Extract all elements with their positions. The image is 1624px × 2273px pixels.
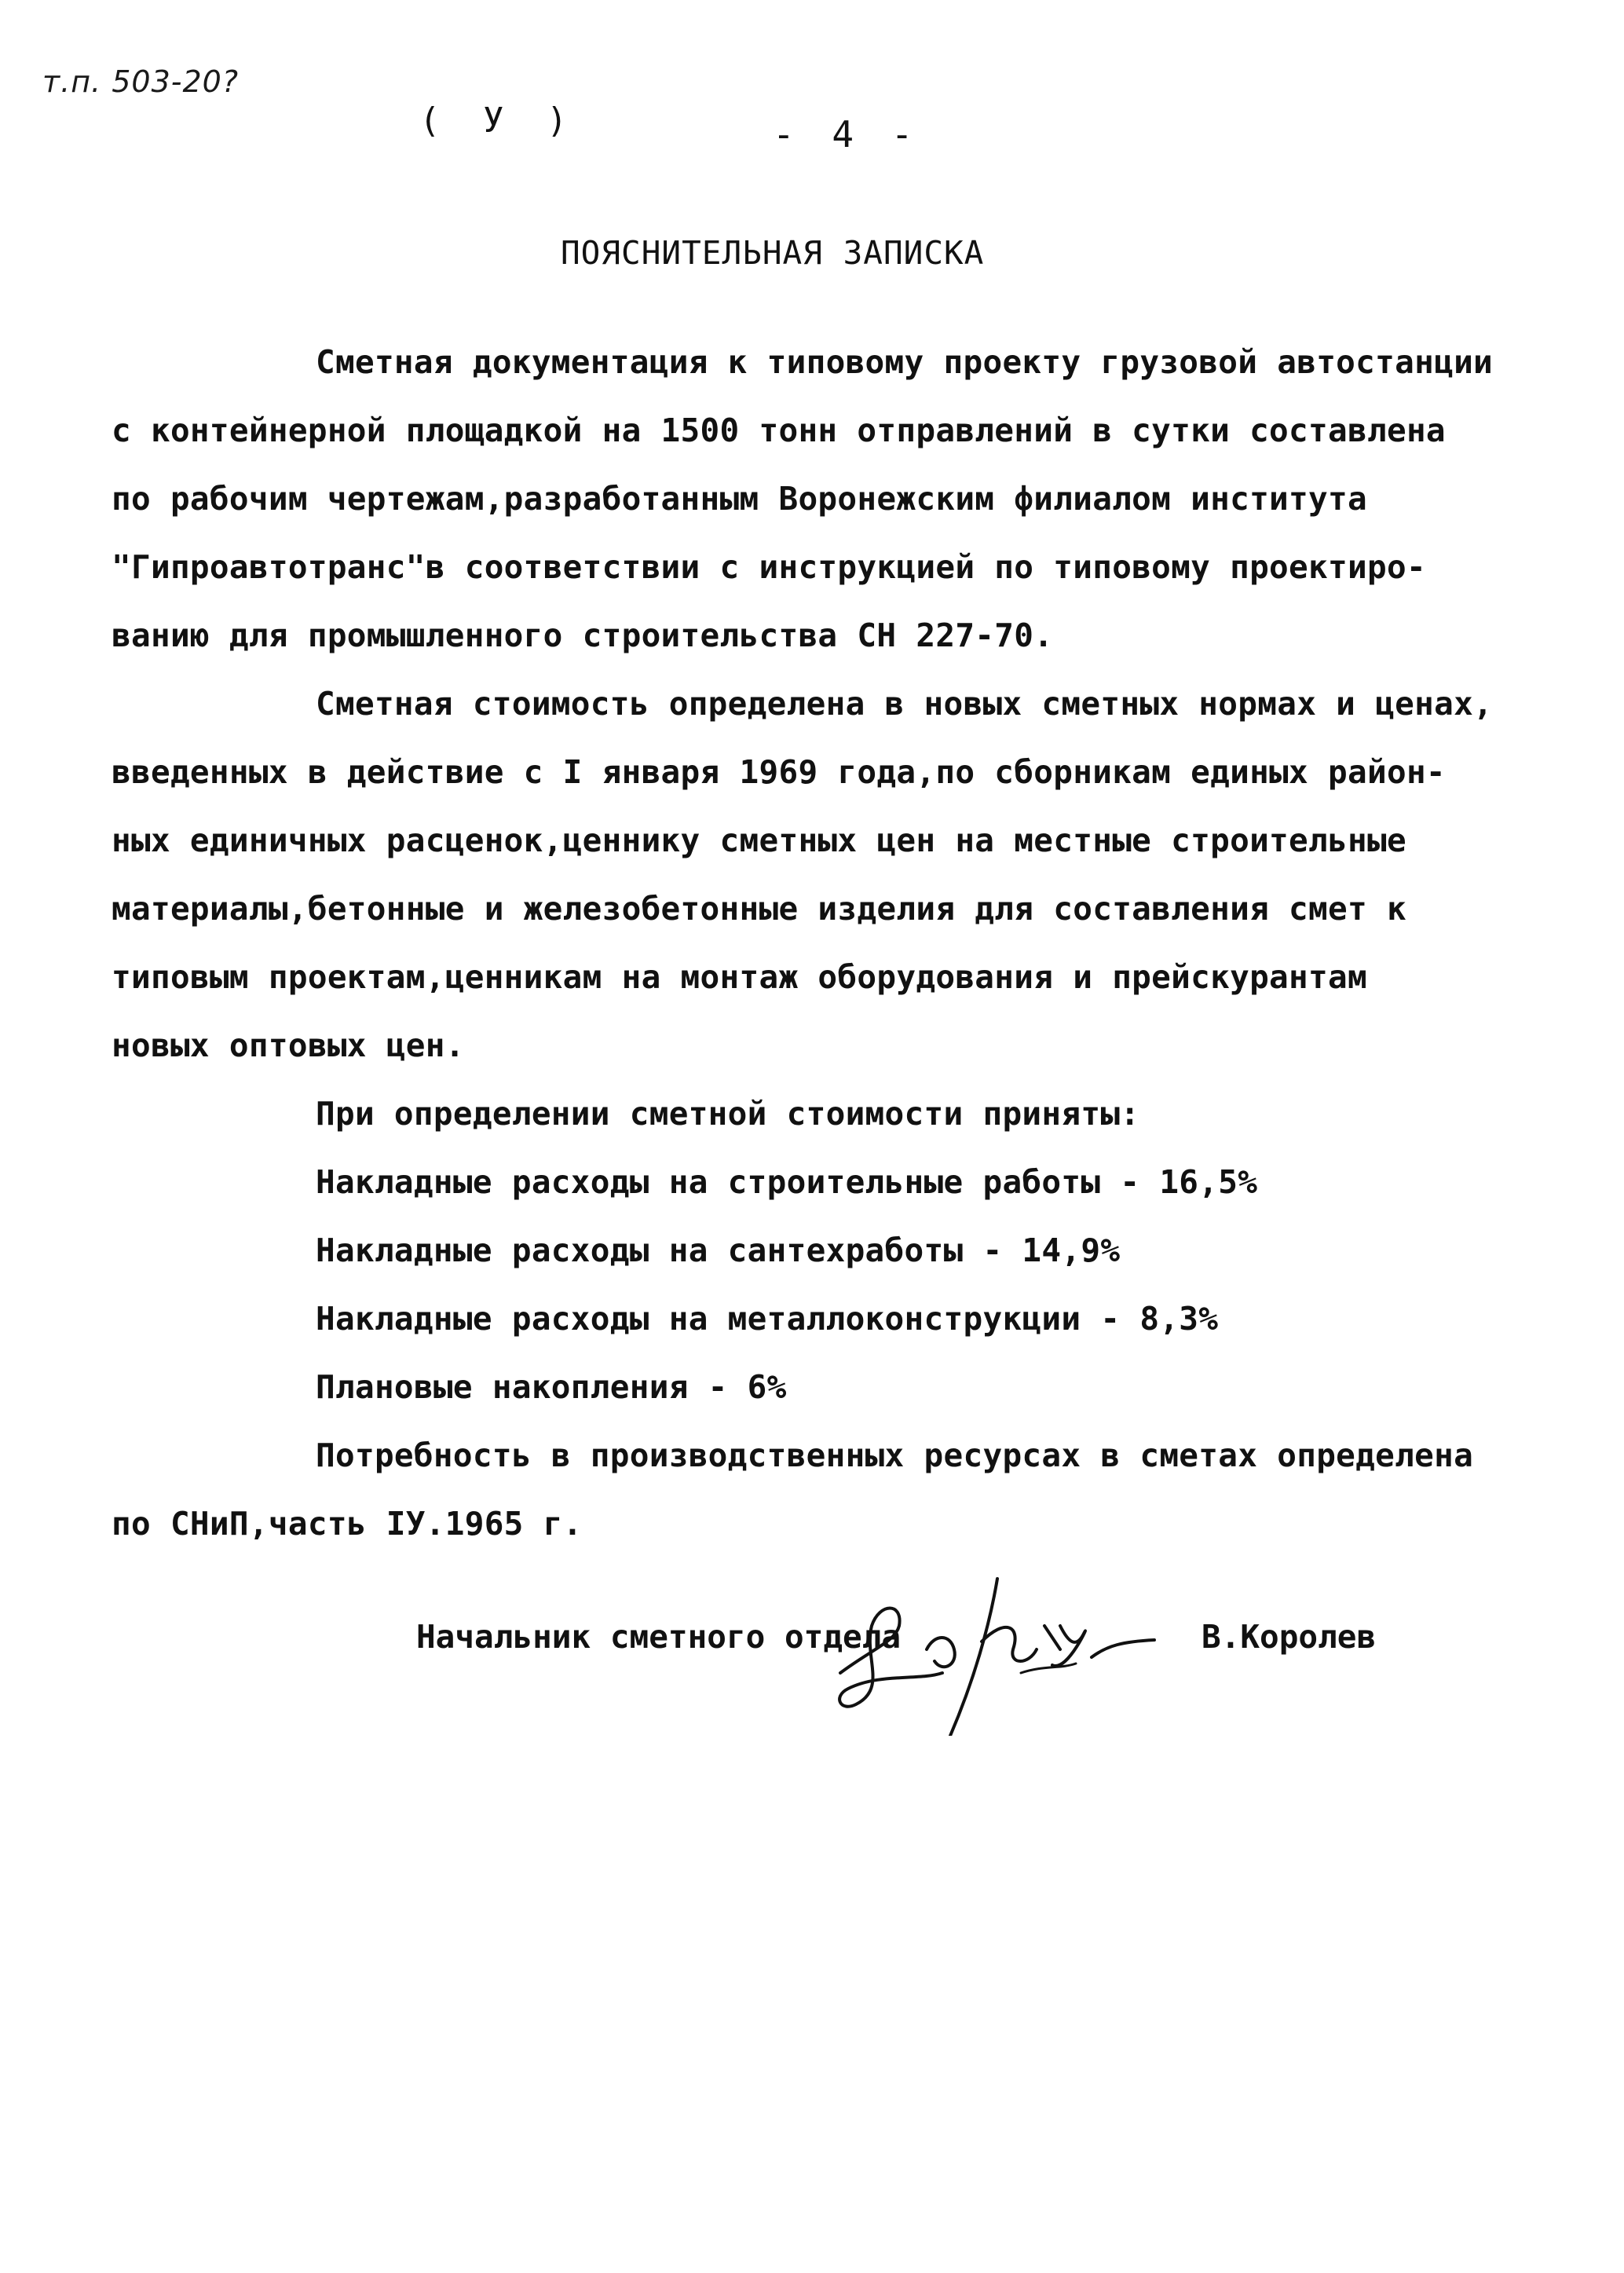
paragraph-line: Сметная документация к типовому проекту грузовой автостанции [316,343,1494,381]
page-number: - 4 - [773,113,921,156]
variant-mark: ( У ) [419,101,579,141]
paragraph-line: по СНиП,часть IУ.1965 г. [112,1505,583,1543]
paragraph-line: При определении сметной стоимости приняты: [316,1095,1140,1133]
paragraph-line: Потребность в производственных ресурсах в сметах определена [316,1437,1474,1474]
paragraph-line: с контейнерной площадкой на 1500 тонн отправлений в сутки составлена [112,412,1446,449]
paragraph-line: типовым проектам,ценникам на монтаж оборудования и прейскурантам [112,958,1367,996]
paragraph-line: Сметная стоимость определена в новых сметных нормах и ценах, [316,685,1494,723]
signature-block [416,1579,1516,1759]
paragraph-line: ванию для промышленного строительства СН 227-70. [112,617,1054,654]
document-title: ПОЯСНИТЕЛЬНАЯ ЗАПИСКА [561,234,985,272]
signatory-position: Начальник сметного отдела [416,1618,902,1656]
paragraph-line: ных единичных расценок,ценнику сметных цен на местные строительные [112,822,1406,859]
handwritten-signature [825,1555,1202,1736]
overhead-item: Накладные расходы на сантехработы - 14,9% [316,1232,1121,1269]
overhead-item: Накладные расходы на металлоконструкции - 8,3% [316,1300,1219,1338]
signatory-name: В.Королев [1202,1618,1377,1656]
project-code: т.п. 503-20? [42,64,239,99]
paragraph-line: "Гипроавтотранс"в соответствии с инструкцией по типовому проектиро- [112,548,1426,586]
paragraph-line: по рабочим чертежам,разработанным Воронежским филиалом института [112,480,1367,518]
paragraph-line: материалы,бетонные и железобетонные изделия для составления смет к [112,890,1406,928]
document-body [112,328,1596,1558]
paragraph-line: введенных в действие с I января 1969 года,по сборникам единых район- [112,753,1446,791]
overhead-item: Накладные расходы на строительные работы - 16,5% [316,1163,1258,1201]
overhead-item: Плановые накопления - 6% [316,1368,787,1406]
paragraph-line: новых оптовых цен. [112,1027,465,1064]
